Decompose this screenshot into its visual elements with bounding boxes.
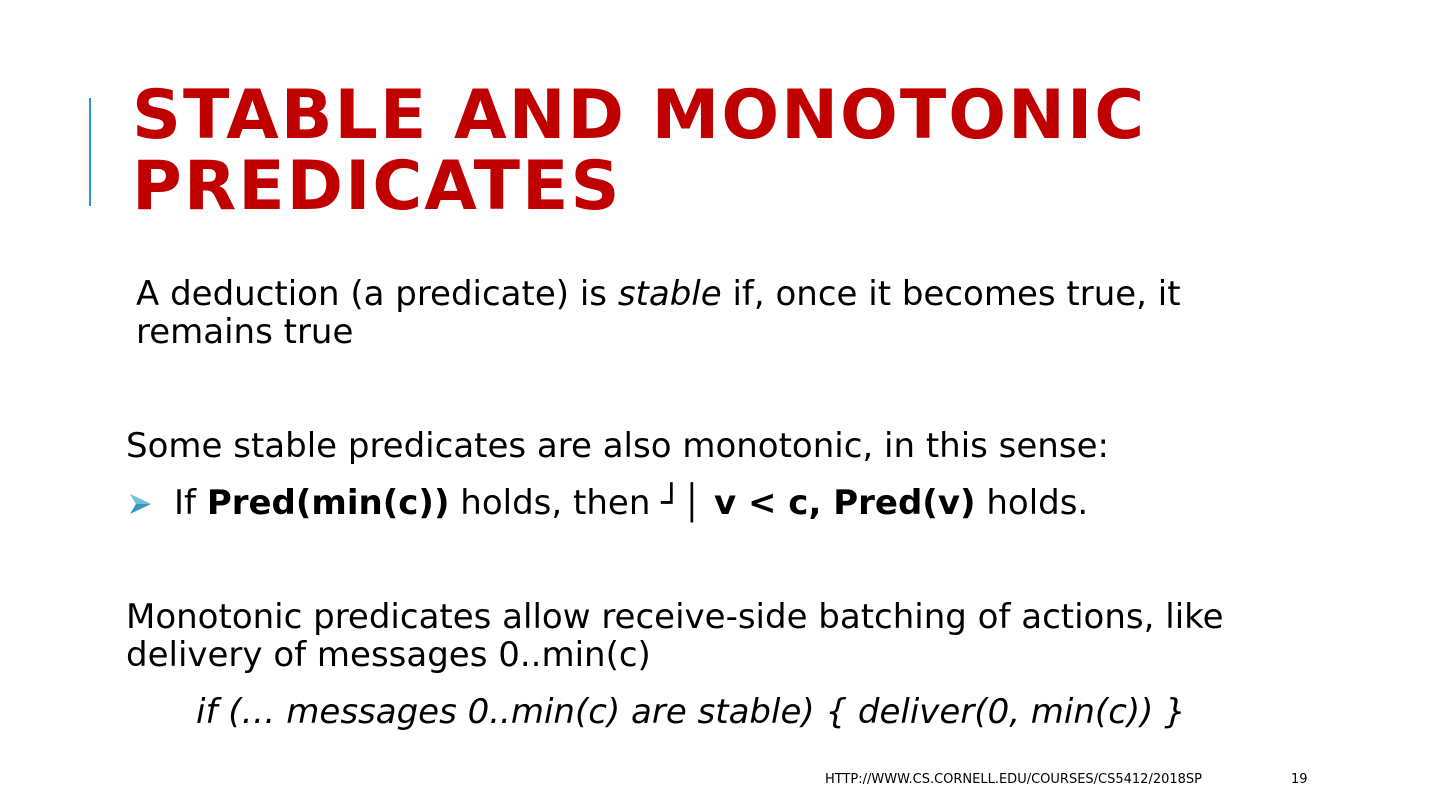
bullet-bold-1: Pred(min(c)) [206,483,450,523]
para1-text-before: A deduction (a predicate) is [136,274,618,314]
para1-emphasis: stable [617,274,722,314]
forall-symbol: ┘│ [661,483,703,523]
bullet-bold-2: v < c, Pred(v) [702,483,976,523]
monotonic-intro-paragraph: Some stable predicates are also monotonic, in this sense: [126,426,1109,466]
bullet-text-3: holds. [975,483,1089,523]
stable-definition-paragraph [136,275,1316,351]
bullet-content [174,484,1088,522]
batching-paragraph: Monotonic predicates allow receive-side batching of actions, like delivery of messages 0..min(c) [126,597,1224,675]
code-example: if (… messages 0..min(c) are stable) { deliver(0, min(c)) } [196,692,1186,732]
slide-title [132,76,1392,226]
footer-url: HTTP://WWW.CS.CORNELL.EDU/COURSES/CS5412/2018SP [825,772,1203,787]
page-number: 19 [1291,772,1308,787]
bullet-text-2: holds, then [449,483,662,523]
title-line-2: PREDICATES [132,147,622,226]
arrowhead-bullet-icon [126,489,154,517]
monotonic-bullet [126,484,1326,522]
title-accent-bar [89,98,91,206]
para1-text-after: if, once it becomes true, it remains true [136,274,1181,352]
bullet-text-1: If [174,483,207,523]
title-line-1: STABLE AND MONOTONIC [132,76,1147,155]
